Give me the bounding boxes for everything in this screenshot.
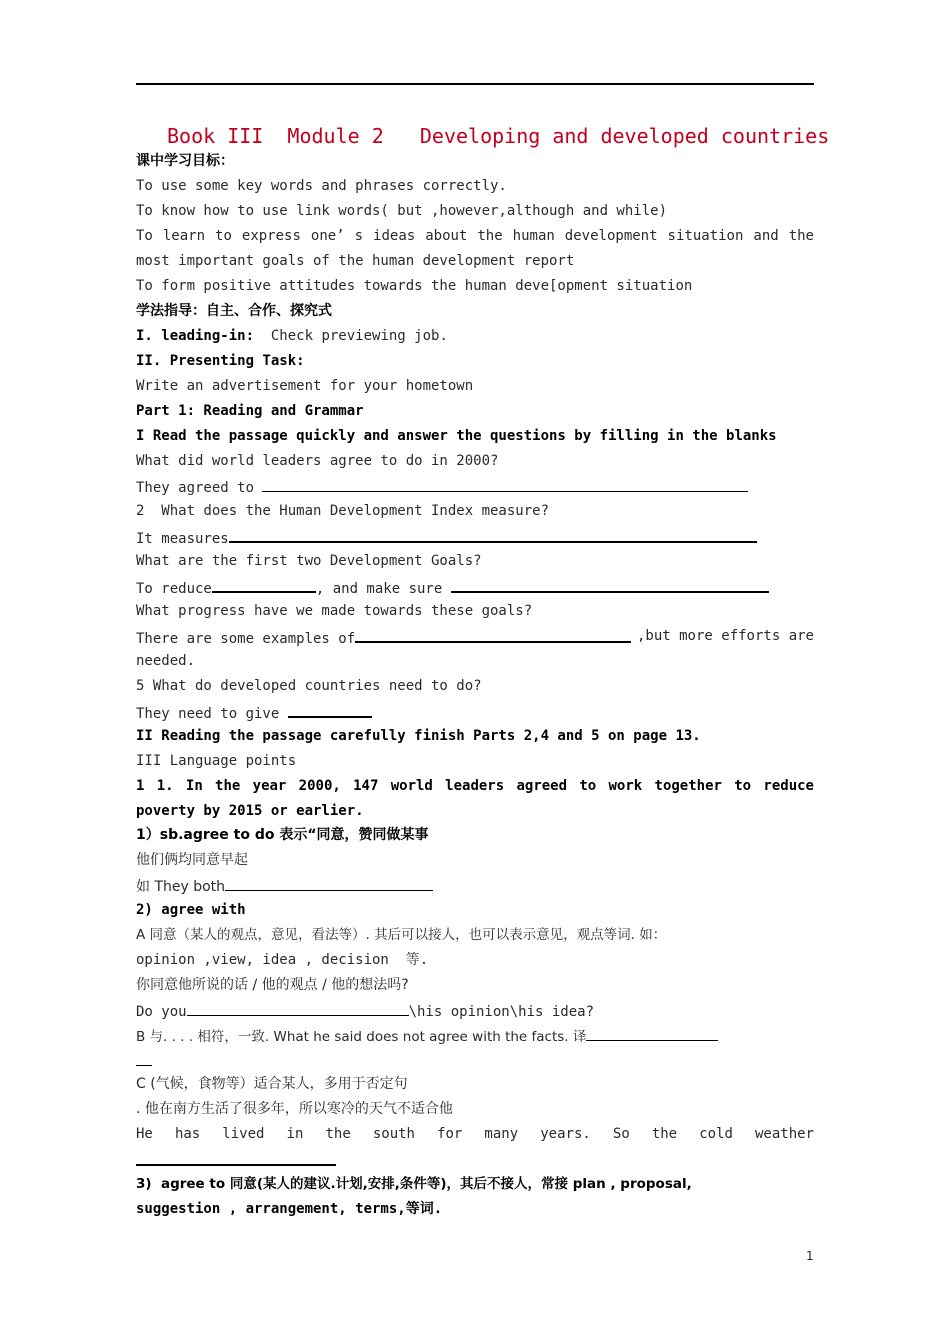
leading-in-line (136, 327, 814, 345)
objective-1: To use some key words and phrases correctly. (136, 178, 507, 194)
answer-3-blank-b[interactable] (451, 577, 769, 593)
objective-4: To form positive attitudes towards the human deve[opment situation (136, 278, 693, 294)
point-2b-blank[interactable] (586, 1026, 718, 1041)
reading-careful-heading: II Reading the passage carefully finish Parts 2,4 and 5 on page 13. (136, 728, 701, 744)
answer-2-prefix: It measures (136, 531, 229, 547)
objectives-heading: 课中学习目标： (136, 153, 234, 169)
header-rule (136, 83, 814, 85)
language-points-heading: III Language points (136, 753, 297, 769)
point-2a-blank[interactable] (187, 1001, 409, 1016)
question-5: 5 What do developed countries need to do? (136, 678, 482, 694)
task-text: Write an advertisement for your hometown (136, 378, 474, 394)
point-1-example-cn: 他们俩均同意早起 (136, 852, 248, 868)
objective-3-cont: most important goals of the human development report (136, 253, 575, 269)
point-2c-example-cn: . 他在南方生活了很多年，所以寒冷的天气不适合他 (136, 1101, 453, 1117)
part1-heading: Part 1: Reading and Grammar (136, 403, 364, 419)
point-2a-words: opinion ,view, idea , decision 等. (136, 952, 429, 968)
point-2c-example-en: He has lived in the south for many years. So the cold weather (136, 1126, 814, 1142)
answer-1-prefix: They agreed to (136, 480, 263, 496)
method-heading: 学法指导：自主、合作、探究式 (136, 303, 332, 319)
point-2b-text: B 与. . . . 相符，一致. What he said does not agree with the facts. 译 (136, 1029, 587, 1045)
leading-in-text: Check previewing job. (254, 328, 448, 344)
question-1: What did world leaders agree to do in 2000? (136, 453, 499, 469)
answer-3-blank-a[interactable] (212, 577, 316, 593)
answer-4-suffix: ,but more efforts are (636, 628, 814, 644)
point-2b-blank-cont (136, 1051, 814, 1071)
answer-5-prefix: They need to give (136, 706, 288, 722)
point-2a-example-line (136, 1001, 814, 1021)
answer-3-line (136, 577, 814, 598)
answer-1-blank[interactable] (262, 477, 748, 492)
objective-3: To learn to express one’ s ideas about the human development situation and the (136, 228, 814, 244)
point-1-heading: 1）sb.agree to do 表示“同意，赞同做某事 (136, 827, 429, 843)
answer-5-blank[interactable] (288, 702, 372, 718)
point-3-text-cont: suggestion , arrangement, terms,等词. (136, 1201, 443, 1217)
reading-instruction: I Read the passage quickly and answer the questions by filling in the blanks (136, 428, 777, 444)
point-2b-line (136, 1026, 814, 1046)
sentence-1: 1 1. In the year 2000, 147 world leaders agreed to work together to reduce (136, 778, 814, 794)
question-4: What progress have we made towards these goals? (136, 603, 533, 619)
leading-in-label: I. leading-in: (136, 328, 255, 344)
presenting-task-heading: II. Presenting Task: (136, 353, 305, 369)
answer-4-blank[interactable] (355, 627, 631, 643)
point-3-text: 3) agree to 同意(某人的建议.计划,安排,条件等)，其后不接人，常接 plan , proposal, (136, 1176, 692, 1192)
point-1-blank[interactable] (225, 876, 433, 891)
point-2a-example-prefix: Do you (136, 1004, 187, 1020)
point-2b-blank-tail[interactable] (136, 1051, 152, 1066)
page-title: Book III Module 2 Developing and developed countries (167, 124, 830, 148)
answer-3-prefix: To reduce (136, 581, 212, 597)
answer-2-blank[interactable] (229, 527, 757, 543)
point-1-example-prefix: 如 They both (136, 879, 226, 895)
point-2c-text: C (气候，食物等）适合某人，多用于否定句 (136, 1076, 408, 1092)
answer-4-line (136, 627, 814, 648)
point-2a-example-cn: 你同意他所说的话 / 他的观点 / 他的想法吗? (136, 977, 409, 993)
point-1-example-line (136, 876, 814, 896)
objective-2: To know how to use link words( but ,however,although and while) (136, 203, 668, 219)
question-3: What are the first two Development Goals? (136, 553, 482, 569)
point-2c-blank-line (136, 1150, 814, 1171)
page-number: 1 (806, 1249, 814, 1263)
point-2a-example-suffix: \his opinion\his idea? (408, 1004, 595, 1020)
sentence-1-cont: poverty by 2015 or earlier. (136, 803, 364, 819)
answer-4-cont: needed. (136, 653, 196, 669)
answer-4-prefix: There are some examples of (136, 631, 356, 647)
question-2: 2 What does the Human Development Index measure? (136, 503, 550, 519)
point-2a-text: A 同意（某人的观点，意见，看法等）. 其后可以接人，也可以表示意见，观点等词. 如： (136, 927, 667, 943)
answer-5-line (136, 702, 814, 723)
answer-1-line (136, 477, 814, 497)
point-2c-blank[interactable] (136, 1150, 336, 1166)
answer-2-line (136, 527, 814, 548)
answer-3-middle: , and make sure (315, 581, 451, 597)
point-2-heading: 2) agree with (136, 902, 246, 918)
